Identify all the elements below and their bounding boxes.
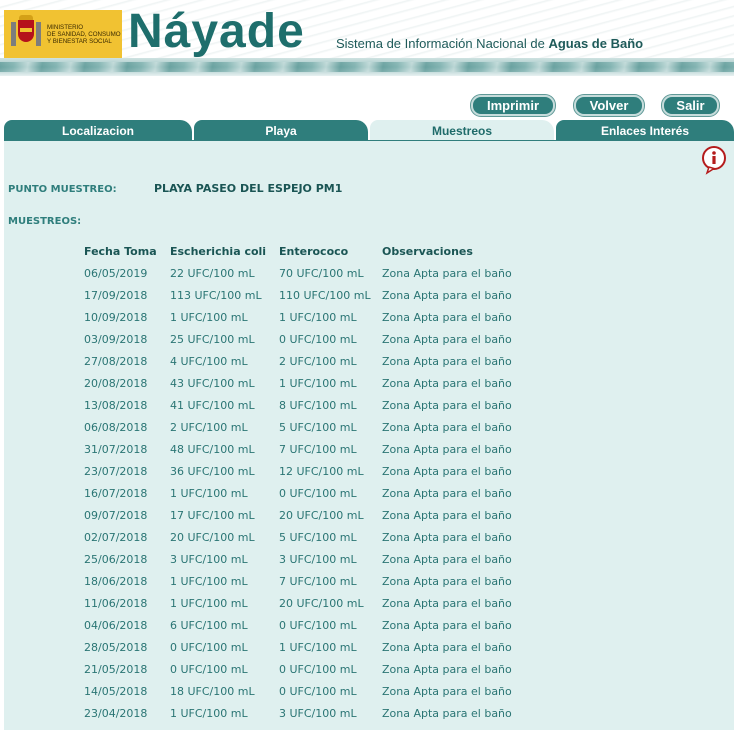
cell-enterococo: 0 UFC/100 mL xyxy=(279,684,357,698)
cell-fecha: 09/07/2018 xyxy=(84,508,148,522)
cell-fecha: 04/06/2018 xyxy=(84,618,148,632)
cell-enterococo: 0 UFC/100 mL xyxy=(279,662,357,676)
samples-table xyxy=(80,240,528,724)
muestreos-label: MUESTREOS: xyxy=(8,216,82,227)
cell-ecoli: 20 UFC/100 mL xyxy=(170,530,255,544)
table-row xyxy=(80,372,528,394)
ministry-line-1: MINISTERIO xyxy=(47,23,84,31)
cell-ecoli: 0 UFC/100 mL xyxy=(170,662,248,676)
table-row xyxy=(80,548,528,570)
table-row xyxy=(80,328,528,350)
cell-enterococo: 20 UFC/100 mL xyxy=(279,596,364,610)
tab-bar xyxy=(4,120,734,141)
table-row xyxy=(80,306,528,328)
cell-fecha: 20/08/2018 xyxy=(84,376,148,390)
cell-ecoli: 18 UFC/100 mL xyxy=(170,684,255,698)
cell-enterococo: 7 UFC/100 mL xyxy=(279,574,357,588)
cell-observaciones: Zona Apta para el baño xyxy=(382,288,512,302)
cell-ecoli: 6 UFC/100 mL xyxy=(170,618,248,632)
site-header xyxy=(0,0,734,76)
cell-enterococo: 8 UFC/100 mL xyxy=(279,398,357,412)
cell-fecha: 23/07/2018 xyxy=(84,464,148,478)
cell-fecha: 23/04/2018 xyxy=(84,706,148,720)
cell-ecoli: 2 UFC/100 mL xyxy=(170,420,248,434)
table-row xyxy=(80,350,528,372)
cell-observaciones: Zona Apta para el baño xyxy=(382,266,512,280)
cell-observaciones: Zona Apta para el baño xyxy=(382,706,512,720)
cell-fecha: 21/05/2018 xyxy=(84,662,148,676)
tab-enlaces-interes[interactable]: Enlaces Interés xyxy=(556,120,734,141)
cell-observaciones: Zona Apta para el baño xyxy=(382,640,512,654)
app-logo-title: Náyade xyxy=(128,5,305,58)
ministry-logo[interactable] xyxy=(4,10,122,58)
cell-enterococo: 0 UFC/100 mL xyxy=(279,618,357,632)
ministry-line-2: DE SANIDAD, CONSUMO xyxy=(47,30,121,38)
table-row xyxy=(80,460,528,482)
info-icon[interactable] xyxy=(700,145,730,175)
table-row xyxy=(80,416,528,438)
table-row xyxy=(80,504,528,526)
cell-enterococo: 2 UFC/100 mL xyxy=(279,354,357,368)
cell-observaciones: Zona Apta para el baño xyxy=(382,442,512,456)
app-subtitle xyxy=(336,36,643,51)
cell-fecha: 10/09/2018 xyxy=(84,310,148,324)
cell-observaciones: Zona Apta para el baño xyxy=(382,662,512,676)
table-row xyxy=(80,592,528,614)
cell-ecoli: 1 UFC/100 mL xyxy=(170,706,248,720)
cell-observaciones: Zona Apta para el baño xyxy=(382,398,512,412)
cell-observaciones: Zona Apta para el baño xyxy=(382,420,512,434)
table-row xyxy=(80,482,528,504)
tab-localizacion[interactable]: Localizacion xyxy=(4,120,192,141)
cell-observaciones: Zona Apta para el baño xyxy=(382,508,512,522)
table-row xyxy=(80,702,528,724)
cell-fecha: 02/07/2018 xyxy=(84,530,148,544)
cell-enterococo: 12 UFC/100 mL xyxy=(279,464,364,478)
table-row xyxy=(80,658,528,680)
back-button[interactable]: Volver xyxy=(574,95,644,116)
cell-ecoli: 43 UFC/100 mL xyxy=(170,376,255,390)
cell-ecoli: 113 UFC/100 mL xyxy=(170,288,262,302)
exit-button[interactable]: Salir xyxy=(662,95,719,116)
cell-ecoli: 0 UFC/100 mL xyxy=(170,640,248,654)
cell-fecha: 14/05/2018 xyxy=(84,684,148,698)
table-header-row xyxy=(80,240,528,262)
cell-observaciones: Zona Apta para el baño xyxy=(382,574,512,588)
table-row xyxy=(80,438,528,460)
header-wave-stripes xyxy=(0,62,734,72)
table-body xyxy=(80,262,528,724)
cell-enterococo: 5 UFC/100 mL xyxy=(279,420,357,434)
tab-playa[interactable]: Playa xyxy=(194,120,368,141)
cell-observaciones: Zona Apta para el baño xyxy=(382,530,512,544)
cell-ecoli: 48 UFC/100 mL xyxy=(170,442,255,456)
table-row xyxy=(80,570,528,592)
cell-ecoli: 4 UFC/100 mL xyxy=(170,354,248,368)
cell-ecoli: 3 UFC/100 mL xyxy=(170,552,248,566)
subtitle-plain: Sistema de Información Nacional de xyxy=(336,36,549,51)
cell-observaciones: Zona Apta para el baño xyxy=(382,354,512,368)
column-header-enterococo: Enterococo xyxy=(279,244,349,258)
cell-fecha: 18/06/2018 xyxy=(84,574,148,588)
cell-enterococo: 5 UFC/100 mL xyxy=(279,530,357,544)
table-row xyxy=(80,262,528,284)
cell-enterococo: 1 UFC/100 mL xyxy=(279,310,357,324)
cell-ecoli: 17 UFC/100 mL xyxy=(170,508,255,522)
cell-enterococo: 20 UFC/100 mL xyxy=(279,508,364,522)
table-row xyxy=(80,284,528,306)
cell-enterococo: 1 UFC/100 mL xyxy=(279,640,357,654)
tab-muestreos[interactable]: Muestreos xyxy=(370,120,554,141)
table-row xyxy=(80,614,528,636)
cell-fecha: 28/05/2018 xyxy=(84,640,148,654)
cell-ecoli: 1 UFC/100 mL xyxy=(170,574,248,588)
cell-observaciones: Zona Apta para el baño xyxy=(382,310,512,324)
coat-of-arms-icon xyxy=(8,14,44,54)
cell-fecha: 27/08/2018 xyxy=(84,354,148,368)
cell-observaciones: Zona Apta para el baño xyxy=(382,552,512,566)
cell-ecoli: 22 UFC/100 mL xyxy=(170,266,255,280)
ministry-name xyxy=(47,24,121,45)
cell-enterococo: 1 UFC/100 mL xyxy=(279,376,357,390)
cell-ecoli: 41 UFC/100 mL xyxy=(170,398,255,412)
cell-observaciones: Zona Apta para el baño xyxy=(382,596,512,610)
cell-enterococo: 0 UFC/100 mL xyxy=(279,332,357,346)
cell-observaciones: Zona Apta para el baño xyxy=(382,486,512,500)
cell-observaciones: Zona Apta para el baño xyxy=(382,684,512,698)
cell-observaciones: Zona Apta para el baño xyxy=(382,464,512,478)
cell-ecoli: 1 UFC/100 mL xyxy=(170,486,248,500)
cell-observaciones: Zona Apta para el baño xyxy=(382,618,512,632)
cell-ecoli: 1 UFC/100 mL xyxy=(170,310,248,324)
table-row xyxy=(80,394,528,416)
cell-fecha: 17/09/2018 xyxy=(84,288,148,302)
cell-observaciones: Zona Apta para el baño xyxy=(382,376,512,390)
column-header-fecha: Fecha Toma xyxy=(84,244,157,258)
cell-enterococo: 110 UFC/100 mL xyxy=(279,288,371,302)
cell-enterococo: 3 UFC/100 mL xyxy=(279,552,357,566)
cell-fecha: 06/08/2018 xyxy=(84,420,148,434)
column-header-ecoli: Escherichia coli xyxy=(170,244,267,258)
cell-enterococo: 7 UFC/100 mL xyxy=(279,442,357,456)
table-row xyxy=(80,680,528,702)
cell-enterococo: 70 UFC/100 mL xyxy=(279,266,364,280)
ministry-line-3: Y BIENESTAR SOCIAL xyxy=(47,37,112,45)
table-row xyxy=(80,526,528,548)
cell-fecha: 16/07/2018 xyxy=(84,486,148,500)
cell-fecha: 13/08/2018 xyxy=(84,398,148,412)
cell-fecha: 31/07/2018 xyxy=(84,442,148,456)
cell-enterococo: 3 UFC/100 mL xyxy=(279,706,357,720)
cell-observaciones: Zona Apta para el baño xyxy=(382,332,512,346)
punto-muestreo-value: PLAYA PASEO DEL ESPEJO PM1 xyxy=(154,182,343,195)
cell-fecha: 25/06/2018 xyxy=(84,552,148,566)
cell-ecoli: 1 UFC/100 mL xyxy=(170,596,248,610)
column-header-observaciones: Observaciones xyxy=(382,244,473,258)
punto-muestreo-label: PUNTO MUESTREO: xyxy=(8,184,117,195)
table-row xyxy=(80,636,528,658)
cell-fecha: 06/05/2019 xyxy=(84,266,148,280)
print-button[interactable]: Imprimir xyxy=(471,95,555,116)
subtitle-bold: Aguas de Baño xyxy=(548,36,644,51)
cell-ecoli: 36 UFC/100 mL xyxy=(170,464,255,478)
cell-fecha: 03/09/2018 xyxy=(84,332,148,346)
cell-ecoli: 25 UFC/100 mL xyxy=(170,332,255,346)
cell-enterococo: 0 UFC/100 mL xyxy=(279,486,357,500)
cell-fecha: 11/06/2018 xyxy=(84,596,148,610)
